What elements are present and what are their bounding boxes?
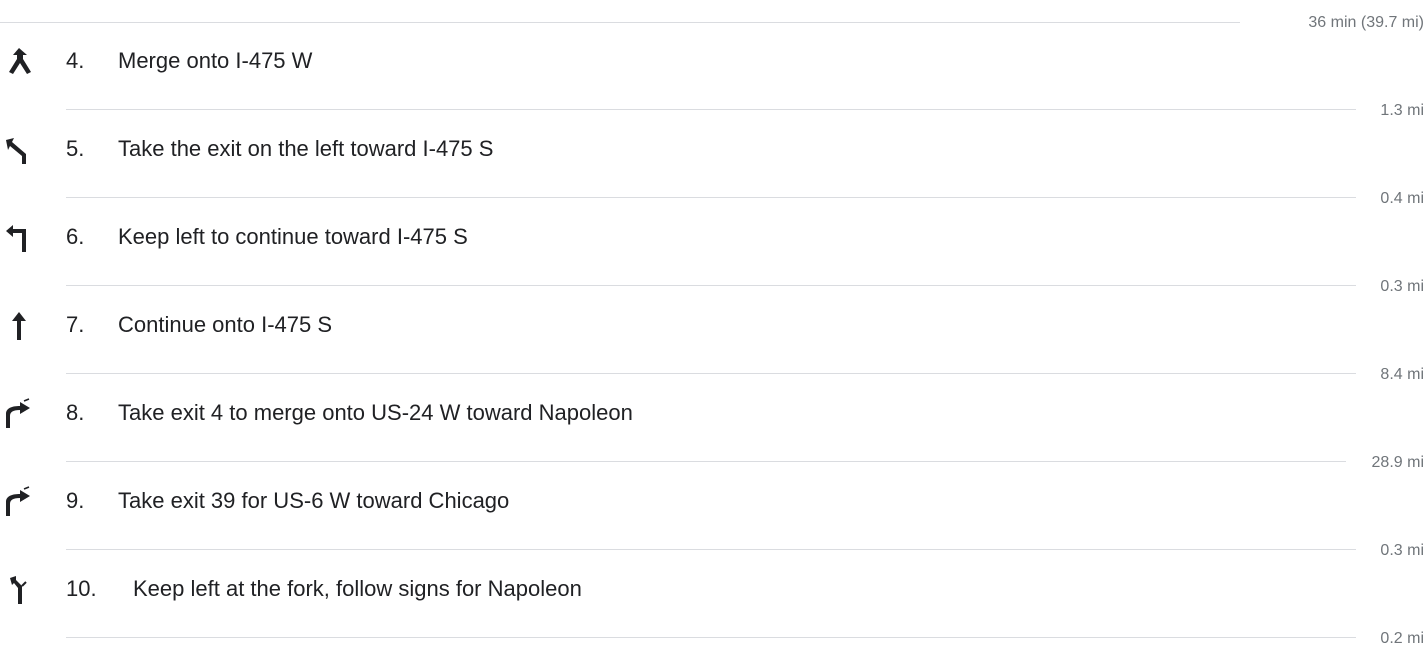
step-divider [66, 637, 1356, 638]
step-instruction: Merge onto I-475 W [118, 48, 313, 73]
step-number: 9. [66, 488, 85, 513]
keep-left-icon [0, 222, 44, 252]
direction-step[interactable] [0, 46, 1427, 134]
step-distance: 1.3 mi [1380, 102, 1424, 119]
fork-left-icon [0, 574, 44, 604]
step-divider [66, 461, 1346, 462]
step-number: 4. [66, 48, 85, 73]
step-divider [66, 285, 1356, 286]
direction-step[interactable] [0, 222, 1427, 310]
step-divider [66, 373, 1356, 374]
step-distance: 28.9 mi [1371, 454, 1424, 471]
step-distance: 0.3 mi [1380, 542, 1424, 559]
route-duration-distance: 36 min (39.7 mi) [1308, 14, 1424, 31]
exit-right-icon [0, 486, 44, 516]
straight-arrow-icon [0, 310, 44, 340]
step-distance: 0.4 mi [1380, 190, 1424, 207]
step-instruction: Take exit 4 to merge onto US-24 W toward Napoleon [118, 400, 633, 425]
step-distance: 0.2 mi [1380, 630, 1424, 647]
step-number: 5. [66, 136, 85, 161]
step-number: 8. [66, 400, 85, 425]
step-number: 6. [66, 224, 85, 249]
step-distance: 8.4 mi [1380, 366, 1424, 383]
step-instruction: Keep left to continue toward I-475 S [118, 224, 468, 249]
route-summary [0, 0, 1427, 44]
direction-step[interactable] [0, 310, 1427, 398]
step-divider [66, 197, 1356, 198]
exit-left-icon [0, 134, 44, 164]
step-instruction: Take the exit on the left toward I-475 S [118, 136, 494, 161]
step-distance: 0.3 mi [1380, 278, 1424, 295]
step-divider [66, 549, 1356, 550]
step-instruction: Take exit 39 for US-6 W toward Chicago [118, 488, 510, 513]
exit-right-icon [0, 398, 44, 428]
summary-divider [0, 22, 1240, 23]
step-instruction: Continue onto I-475 S [118, 312, 333, 337]
direction-step[interactable] [0, 398, 1427, 486]
direction-step[interactable] [0, 486, 1427, 574]
direction-step[interactable] [0, 574, 1427, 662]
merge-icon [0, 46, 44, 76]
step-instruction: Keep left at the fork, follow signs for Napoleon [133, 576, 582, 601]
step-number: 10. [66, 576, 97, 601]
step-number: 7. [66, 312, 85, 337]
step-divider [66, 109, 1356, 110]
direction-step[interactable] [0, 134, 1427, 222]
